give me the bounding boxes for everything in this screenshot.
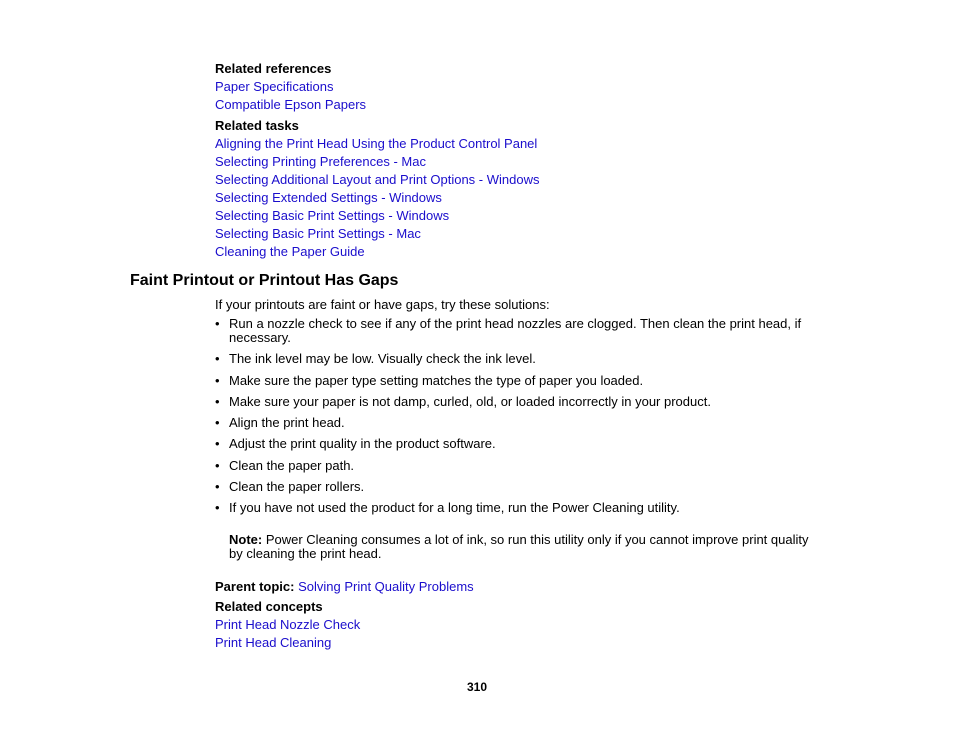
related-tasks-block [215,117,825,261]
parent-topic-label: Parent topic: [215,579,295,594]
link-printing-preferences-mac[interactable]: Selecting Printing Preferences - Mac [215,154,426,169]
list-item: • Clean the paper path. [215,459,815,473]
link-basic-print-settings-mac[interactable]: Selecting Basic Print Settings - Mac [215,226,421,241]
related-concepts-block [215,598,825,652]
list-item: • Clean the paper rollers. [215,480,815,494]
link-paper-specifications[interactable]: Paper Specifications [215,79,334,94]
link-aligning-print-head[interactable]: Aligning the Print Head Using the Product Control Panel [215,136,538,151]
list-item: • Run a nozzle check to see if any of the print head nozzles are clogged. Then clean the print head, if necessary. [215,317,815,345]
related-references-block [215,60,825,114]
link-extended-settings-windows[interactable]: Selecting Extended Settings - Windows [215,190,442,205]
link-compatible-epson-papers[interactable]: Compatible Epson Papers [215,97,367,112]
section-intro: If your printouts are faint or have gaps, try these solutions: [215,297,550,312]
related-tasks-label: Related tasks [215,118,299,133]
list-item: • Adjust the print quality in the product software. [215,437,815,451]
note-text: Power Cleaning consumes a lot of ink, so run this utility only if you cannot improve print quality by cleaning the print head. [229,532,809,561]
page-number: 310 [466,680,488,694]
link-print-head-cleaning[interactable]: Print Head Cleaning [215,635,332,650]
solutions-list [215,317,815,523]
related-references-label: Related references [215,61,332,76]
parent-topic [215,578,474,596]
related-concepts-label: Related concepts [215,599,323,614]
link-print-head-nozzle-check[interactable]: Print Head Nozzle Check [215,617,361,632]
link-basic-print-settings-windows[interactable]: Selecting Basic Print Settings - Windows [215,208,450,223]
link-additional-layout-windows[interactable]: Selecting Additional Layout and Print Options - Windows [215,172,540,187]
list-item: • Make sure the paper type setting matches the type of paper you loaded. [215,374,815,388]
link-solving-print-quality-problems[interactable]: Solving Print Quality Problems [298,579,474,594]
section-title: Faint Printout or Printout Has Gaps [130,272,399,289]
list-item: • Make sure your paper is not damp, curled, old, or loaded incorrectly in your product. [215,395,815,409]
list-item: • Align the print head. [215,416,815,430]
note-label: Note: [229,532,263,547]
note-paragraph [229,533,819,561]
list-item: • If you have not used the product for a long time, run the Power Cleaning utility. [215,501,815,515]
link-cleaning-paper-guide[interactable]: Cleaning the Paper Guide [215,244,365,259]
list-item: • The ink level may be low. Visually check the ink level. [215,352,815,366]
